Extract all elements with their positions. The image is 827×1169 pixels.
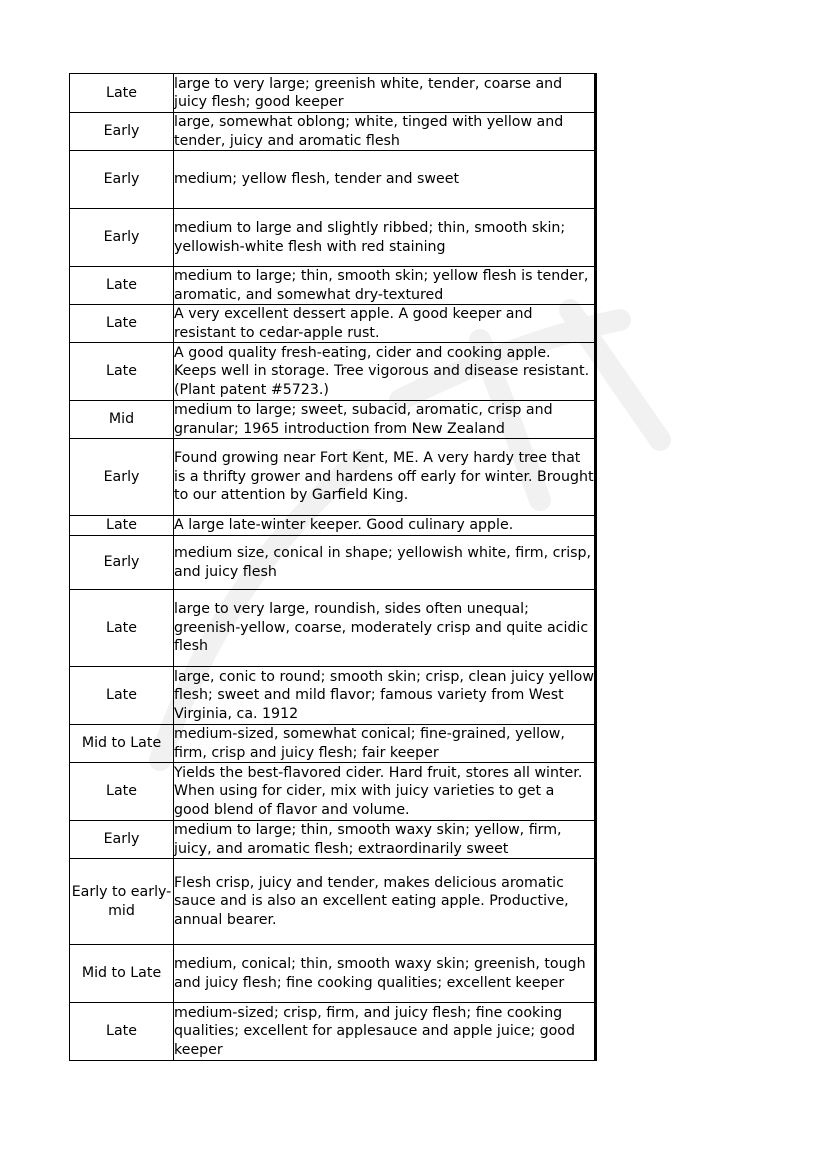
season-cell: Early — [70, 209, 174, 267]
apple-varieties-table — [69, 73, 597, 1061]
table-row — [70, 590, 596, 667]
table-row — [70, 305, 596, 343]
season-cell: Mid to Late — [70, 725, 174, 763]
description-cell: medium-sized; crisp, firm, and juicy flesh; fine cooking qualities; excellent for applesauce and apple juice; good keeper — [174, 1003, 596, 1061]
description-cell: A large late-winter keeper. Good culinary apple. — [174, 516, 596, 536]
table-row — [70, 151, 596, 209]
table-row — [70, 267, 596, 305]
season-cell: Mid — [70, 401, 174, 439]
table-row — [70, 343, 596, 401]
season-cell: Late — [70, 516, 174, 536]
description-cell: Found growing near Fort Kent, ME. A very hardy tree that is a thrifty grower and hardens off early for winter. Brought to our attention by Garfield King. — [174, 439, 596, 516]
description-cell: medium, conical; thin, smooth waxy skin; greenish, tough and juicy flesh; fine cooking qualities; excellent keeper — [174, 945, 596, 1003]
season-cell: Early to early-mid — [70, 859, 174, 945]
description-cell: medium to large and slightly ribbed; thin, smooth skin; yellowish-white flesh with red staining — [174, 209, 596, 267]
table-row — [70, 1003, 596, 1061]
table-row — [70, 74, 596, 113]
description-cell: medium-sized, somewhat conical; fine-grained, yellow, firm, crisp and juicy flesh; fair keeper — [174, 725, 596, 763]
table-row — [70, 536, 596, 590]
description-cell: medium size, conical in shape; yellowish white, firm, crisp, and juicy flesh — [174, 536, 596, 590]
table-row — [70, 209, 596, 267]
season-cell: Late — [70, 1003, 174, 1061]
season-cell: Late — [70, 343, 174, 401]
table-row — [70, 945, 596, 1003]
description-cell: Yields the best-flavored cider. Hard fruit, stores all winter. When using for cider, mix with juicy varieties to get a good blend of flavor and volume. — [174, 763, 596, 821]
description-cell: large, somewhat oblong; white, tinged with yellow and tender, juicy and aromatic flesh — [174, 113, 596, 151]
description-cell: Flesh crisp, juicy and tender, makes delicious aromatic sauce and is also an excellent eating apple. Productive, annual bearer. — [174, 859, 596, 945]
table-row — [70, 113, 596, 151]
season-cell: Late — [70, 763, 174, 821]
description-cell: A good quality fresh-eating, cider and cooking apple. Keeps well in storage. Tree vigorous and disease resistant. (Plant patent #5723.) — [174, 343, 596, 401]
table-row — [70, 859, 596, 945]
description-cell: large, conic to round; smooth skin; crisp, clean juicy yellow flesh; sweet and mild flavor; famous variety from West Virginia, ca. 1912 — [174, 667, 596, 725]
table-row — [70, 763, 596, 821]
description-cell: medium; yellow flesh, tender and sweet — [174, 151, 596, 209]
season-cell: Early — [70, 113, 174, 151]
season-cell: Early — [70, 439, 174, 516]
season-cell: Late — [70, 667, 174, 725]
description-cell: A very excellent dessert apple. A good keeper and resistant to cedar-apple rust. — [174, 305, 596, 343]
table-row — [70, 667, 596, 725]
table-row — [70, 725, 596, 763]
table-row — [70, 516, 596, 536]
description-cell: large to very large, roundish, sides often unequal; greenish-yellow, coarse, moderately crisp and quite acidic flesh — [174, 590, 596, 667]
table-body — [70, 74, 596, 1061]
season-cell: Mid to Late — [70, 945, 174, 1003]
season-cell: Early — [70, 536, 174, 590]
description-cell: medium to large; sweet, subacid, aromatic, crisp and granular; 1965 introduction from New Zealand — [174, 401, 596, 439]
season-cell: Late — [70, 305, 174, 343]
table-row — [70, 821, 596, 859]
table-row — [70, 439, 596, 516]
season-cell: Late — [70, 267, 174, 305]
season-cell: Early — [70, 821, 174, 859]
season-cell: Late — [70, 590, 174, 667]
description-cell: medium to large; thin, smooth skin; yellow flesh is tender, aromatic, and somewhat dry-textured — [174, 267, 596, 305]
description-cell: medium to large; thin, smooth waxy skin; yellow, firm, juicy, and aromatic flesh; extraordinarily sweet — [174, 821, 596, 859]
table-row — [70, 401, 596, 439]
season-cell: Late — [70, 74, 174, 113]
description-cell: large to very large; greenish white, tender, coarse and juicy flesh; good keeper — [174, 74, 596, 113]
season-cell: Early — [70, 151, 174, 209]
